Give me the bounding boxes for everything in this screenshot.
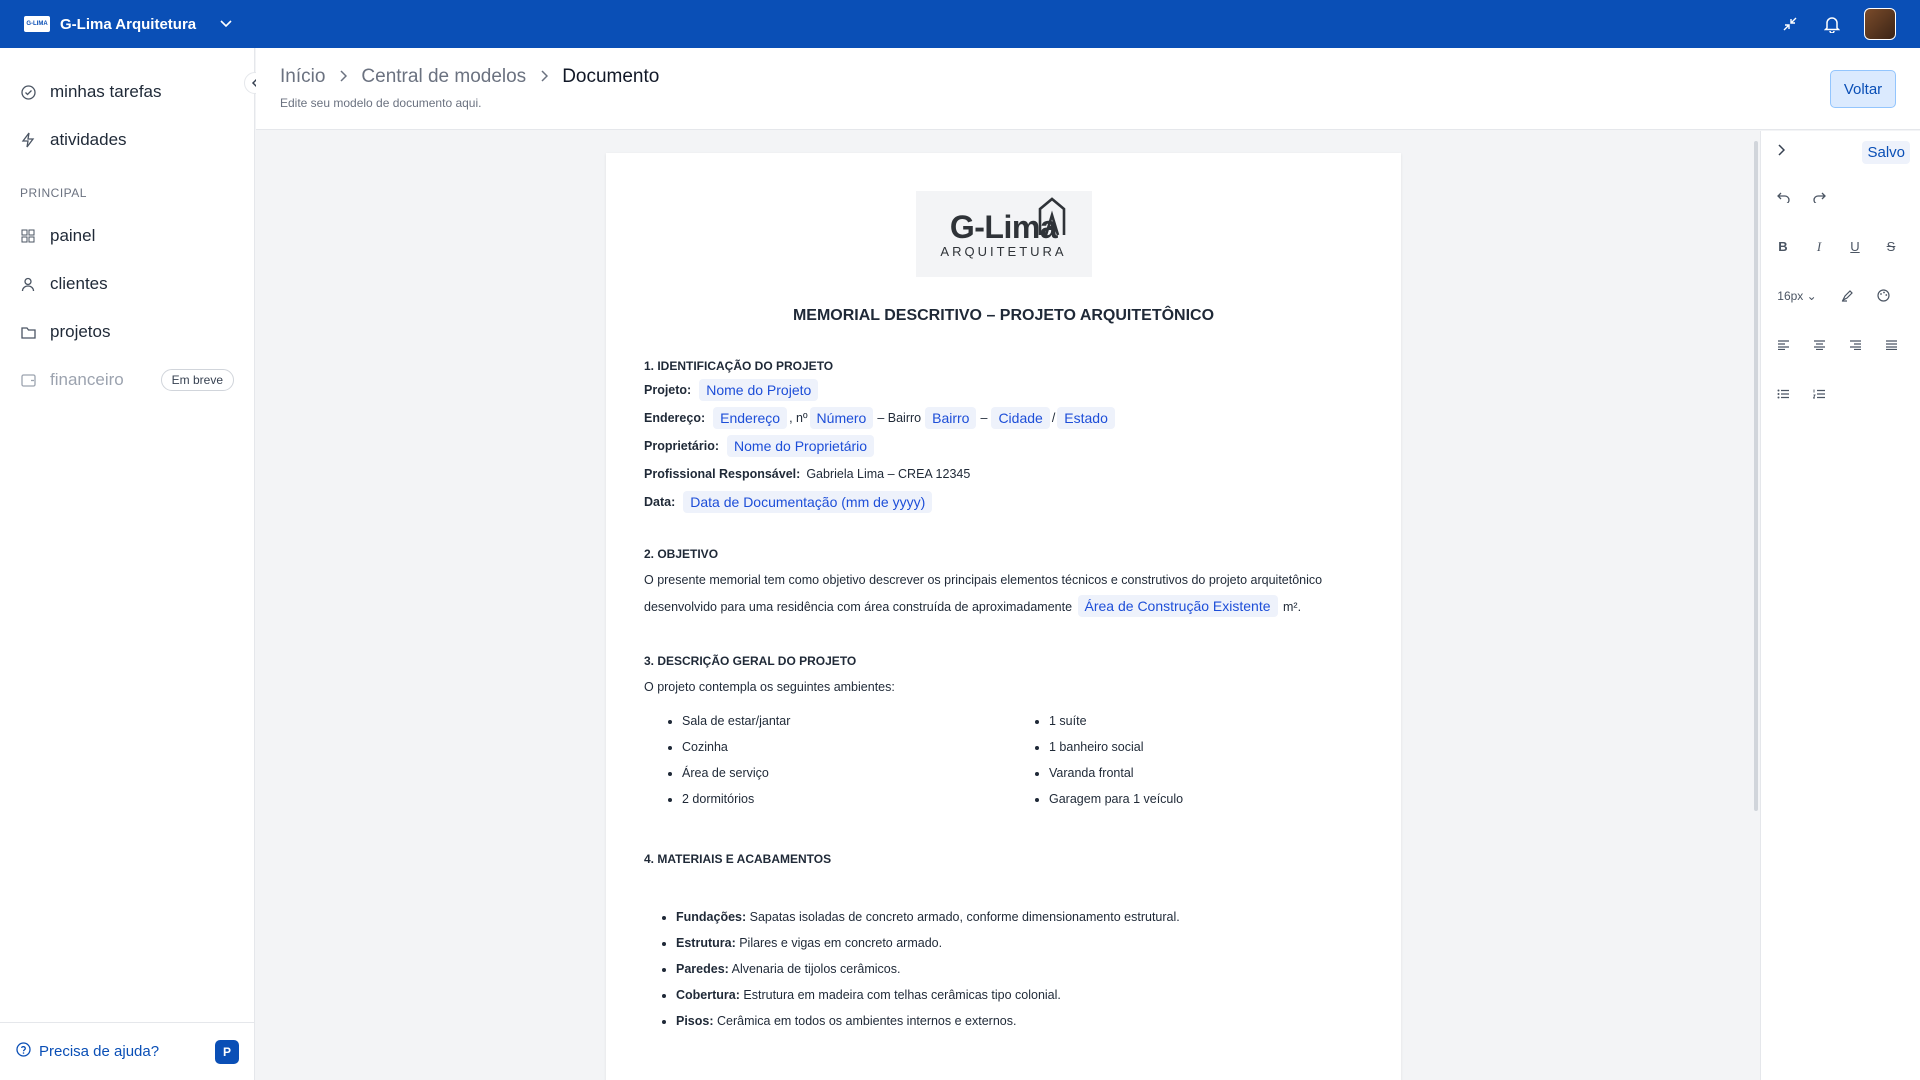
page-header <box>256 48 1920 130</box>
chevron-right-icon <box>540 69 548 85</box>
variable-chip[interactable]: Endereço <box>713 407 787 429</box>
item-label: Fundações: <box>676 910 747 924</box>
sidebar-item-financeiro <box>0 356 254 404</box>
breadcrumb-documento: Documento <box>562 66 660 87</box>
saved-status: Salvo <box>1862 141 1910 164</box>
sidebar-item-clientes[interactable] <box>0 260 254 308</box>
document-scrollbar[interactable] <box>1752 131 1760 1080</box>
item-label: Estrutura: <box>676 936 736 950</box>
list-item: • 1 banheiro social <box>1049 740 1331 754</box>
field-projeto <box>644 379 1363 401</box>
field-profissional <box>644 463 1363 485</box>
sidebar-item-label: clientes <box>50 274 108 293</box>
list-item <box>676 910 1363 924</box>
item-label: Pisos: <box>676 1014 714 1028</box>
bold-icon[interactable]: B <box>1778 239 1788 254</box>
field-label: Endereço: <box>644 411 706 425</box>
list-item: • 2 dormitórios <box>682 792 1031 806</box>
user-avatar[interactable] <box>1864 8 1896 40</box>
variable-chip[interactable]: Bairro <box>925 407 976 429</box>
bullet-list-icon[interactable] <box>1765 379 1801 409</box>
workspace-switcher[interactable] <box>24 16 232 33</box>
list-item <box>676 962 1363 976</box>
sidebar-item-label: painel <box>50 226 96 245</box>
unit-text: m². <box>1283 600 1302 614</box>
formatting-toolbar <box>1760 131 1920 1080</box>
align-left-icon[interactable] <box>1765 330 1801 360</box>
document-page[interactable] <box>606 153 1401 1080</box>
section-3-text: O projeto contempla os seguintes ambientes: <box>644 680 895 694</box>
sidebar-footer <box>0 1022 255 1080</box>
list-item <box>676 988 1363 1002</box>
section-2-title: 2. OBJETIVO <box>644 547 719 561</box>
sidebar-item-painel[interactable] <box>0 212 254 260</box>
list-item: • Cozinha <box>682 740 1031 754</box>
section-1-title: 1. IDENTIFICAÇÃO DO PROJETO <box>644 359 834 373</box>
redo-icon[interactable] <box>1801 183 1837 213</box>
list-item <box>676 1014 1363 1028</box>
page-subtitle: Edite seu modelo de documento aqui. <box>280 96 482 110</box>
profile-badge[interactable]: P <box>215 1040 239 1064</box>
list-item <box>676 936 1363 950</box>
field-label: Proprietário: <box>644 439 720 453</box>
static-text: , nº <box>789 411 808 425</box>
item-text: Estrutura em madeira com telhas cerâmicas tipo colonial. <box>743 988 1061 1002</box>
document-title: MEMORIAL DESCRITIVO – PROJETO ARQUITETÔNICO <box>792 307 1215 324</box>
section-3-title: 3. DESCRIÇÃO GERAL DO PROJETO <box>644 654 857 668</box>
breadcrumb-inicio[interactable]: Início <box>280 66 326 87</box>
user-icon <box>20 276 36 292</box>
numbered-list-icon[interactable] <box>1801 379 1837 409</box>
color-palette-icon[interactable] <box>1865 281 1901 311</box>
variable-chip[interactable]: Área de Construção Existente <box>1078 595 1278 617</box>
align-center-icon[interactable] <box>1801 330 1837 360</box>
list-item: • Sala de estar/jantar <box>682 714 1031 728</box>
field-label: Data: <box>644 495 676 509</box>
sidebar-item-label: financeiro <box>50 370 124 389</box>
chevron-right-icon <box>339 69 347 85</box>
variable-chip[interactable]: Número <box>810 407 874 429</box>
underline-icon[interactable]: U <box>1850 239 1860 254</box>
static-text: – Bairro <box>877 411 922 425</box>
variable-chip[interactable]: Data de Documentação (mm de yyyy) <box>683 491 932 513</box>
sidebar <box>0 48 255 1080</box>
scrollbar-thumb[interactable] <box>1754 141 1758 811</box>
list-item: • Garagem para 1 veículo <box>1049 792 1331 806</box>
item-label: Cobertura: <box>676 988 740 1002</box>
chevron-right-icon[interactable] <box>1777 143 1785 161</box>
field-endereco <box>644 407 1363 429</box>
help-link[interactable]: Precisa de ajuda? <box>39 1043 160 1060</box>
logo-mark-icon <box>1036 197 1068 244</box>
align-right-icon[interactable] <box>1837 330 1873 360</box>
font-size-value: 16px <box>1777 288 1804 303</box>
sidebar-item-atividades[interactable] <box>0 116 254 164</box>
undo-icon[interactable] <box>1765 183 1801 213</box>
rooms-list <box>644 714 1363 806</box>
check-circle-icon <box>20 84 36 100</box>
strikethrough-icon[interactable]: S <box>1886 239 1896 254</box>
item-text: Pilares e vigas em concreto armado. <box>739 936 943 950</box>
paragraph-text: O presente memorial tem como objetivo descrever os principais elementos técnicos e construtivos do projeto arquitetônico desenvolvido para uma residência com área construída de aproximadamente <box>644 573 1323 614</box>
sidebar-item-label: minhas tarefas <box>50 82 162 101</box>
list-item: • Área de serviço <box>682 766 1031 780</box>
document-canvas <box>256 131 1754 1080</box>
variable-chip[interactable]: Cidade <box>991 407 1049 429</box>
chevron-down-icon[interactable] <box>220 17 232 31</box>
variable-chip[interactable]: Nome do Proprietário <box>727 435 874 457</box>
list-item: • Varanda frontal <box>1049 766 1331 780</box>
materials-list <box>644 910 1363 1028</box>
variable-chip[interactable]: Estado <box>1057 407 1115 429</box>
section-label-principal: PRINCIPAL <box>20 186 87 200</box>
bell-icon[interactable] <box>1822 14 1842 34</box>
bolt-icon <box>20 132 36 148</box>
field-proprietario <box>644 435 1363 457</box>
chevron-down-icon: ⌄ <box>1806 288 1817 303</box>
italic-icon[interactable]: I <box>1816 238 1822 254</box>
field-label: Projeto: <box>644 383 692 397</box>
list-item: • 1 suíte <box>1049 714 1331 728</box>
sidebar-item-label: projetos <box>50 322 111 341</box>
logo-sub-text: ARQUITETURA <box>940 244 1067 259</box>
back-button[interactable]: Voltar <box>1830 70 1896 108</box>
align-justify-icon[interactable] <box>1873 330 1909 360</box>
item-label: Paredes: <box>676 962 729 976</box>
sidebar-item-minhas-tarefas[interactable] <box>0 68 254 116</box>
help-circle-icon[interactable] <box>16 1042 31 1062</box>
section-2-text <box>644 567 1363 620</box>
company-logo <box>916 191 1092 277</box>
highlight-icon[interactable] <box>1829 281 1865 311</box>
wallet-icon <box>20 372 36 388</box>
sidebar-item-projetos[interactable] <box>0 308 254 356</box>
field-data <box>644 491 1363 513</box>
variable-chip[interactable]: Nome do Projeto <box>699 379 818 401</box>
section-4-title: 4. MATERIAIS E ACABAMENTOS <box>644 852 832 866</box>
minimize-icon[interactable] <box>1780 14 1800 34</box>
field-label: Profissional Responsável: <box>644 467 801 481</box>
breadcrumb <box>280 66 659 88</box>
sidebar-item-label: atividades <box>50 130 127 149</box>
static-text: / <box>1051 411 1056 425</box>
breadcrumb-central-de-modelos[interactable]: Central de modelos <box>361 66 527 87</box>
grid-icon <box>20 228 36 244</box>
logo-main-text: G-Lima <box>949 209 1058 245</box>
folder-icon <box>20 324 36 340</box>
item-text: Alvenaria de tijolos cerâmicos. <box>731 962 901 976</box>
brand-logo: G-LIMA <box>24 16 50 32</box>
item-text: Sapatas isoladas de concreto armado, conforme dimensionamento estrutural. <box>749 910 1180 924</box>
field-value: Gabriela Lima – CREA 12345 <box>806 467 971 481</box>
item-text: Cerâmica em todos os ambientes internos e externos. <box>717 1014 1017 1028</box>
font-size-select[interactable] <box>1765 281 1829 311</box>
static-text: – <box>980 411 988 425</box>
coming-soon-badge: Em breve <box>161 369 234 391</box>
top-bar <box>0 0 1920 48</box>
workspace-name: G-Lima Arquitetura <box>60 15 197 33</box>
